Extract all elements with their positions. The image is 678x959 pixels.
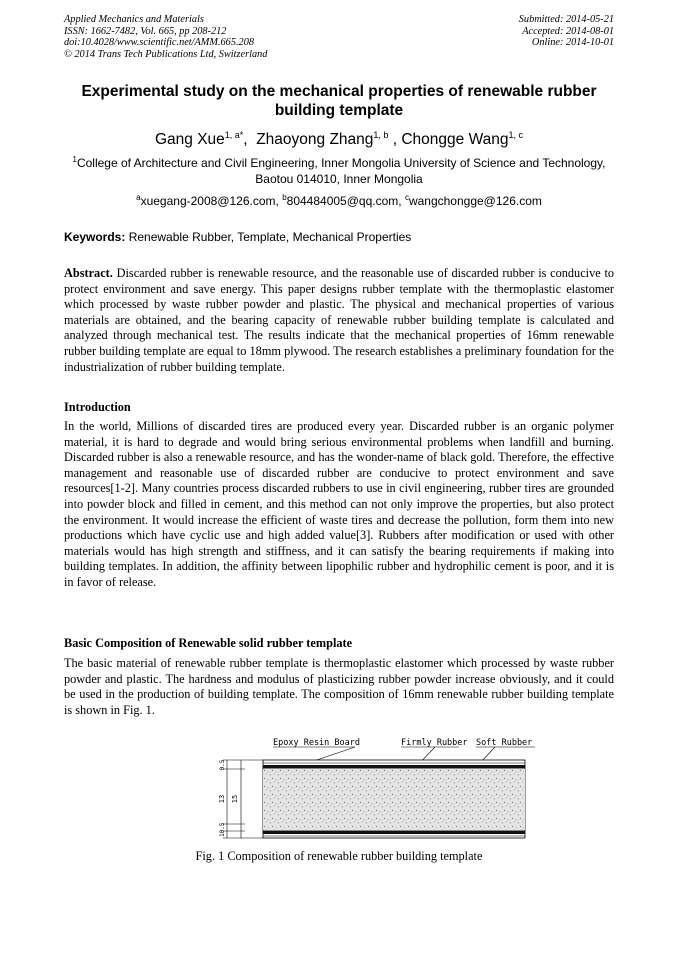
journal-doi: doi:10.4028/www.scientific.net/AMM.665.208: [64, 37, 254, 49]
basic-composition-paragraph: The basic material of renewable rubber template is thermoplastic elastomer which processed by waste rubber powder and plastic. The hardness and modulus of plasticizing rubber powder increase obviously, and it could be used in the production of building template. The composition of 16mm renewable rubber building template is shown in Fig. 1.: [64, 656, 614, 717]
accepted-date: Accepted: 2014-08-01: [522, 25, 614, 37]
submission-dates: [519, 14, 614, 49]
dim-bottom2: 1: [219, 833, 226, 837]
label-firmly-rubber: Firmly Rubber: [401, 738, 468, 748]
submitted-date: Submitted: 2014-05-21: [518, 14, 614, 25]
affiliation-mark: 1: [72, 155, 77, 164]
journal-info: [64, 14, 267, 60]
label-soft-rubber: Soft Rubber: [476, 738, 533, 748]
author-name: Gang Xue: [154, 131, 225, 148]
keywords-text: Renewable Rubber, Template, Mechanical Properties: [128, 230, 412, 244]
figure-caption: Fig. 1 Composition of renewable rubber building template: [195, 849, 483, 863]
epoxy-layer-bottom: [263, 831, 525, 835]
abstract-label: Abstract.: [64, 266, 113, 280]
epoxy-layer-top: [263, 765, 525, 769]
affiliation: [60, 155, 618, 187]
section-heading-introduction: Introduction: [64, 400, 131, 414]
journal-copyright: © 2014 Trans Tech Publications Ltd, Switzerland: [64, 48, 268, 60]
affiliation-text: College of Architecture and Civil Engineering, Inner Mongolia University of Science and Technology, Baotou 014010, Inner Mongolia: [76, 156, 606, 186]
author-affil-mark: 1, b: [373, 130, 389, 140]
introduction-paragraph: In the world, Millions of discarded tires are produced every year. Discarded rubber is an organic polymer material, it is hard to degrade and would bring serious environmental problems when landfill and burning. Discarded rubber is also a renewable resource, and has the wonder-name of black gold. Therefore, the effective management and reasonable use of discarded rubber are conducive to protect environment and save resources[1-2]. Many countries process discarded rubbers to use in civil engineering, rubber tires are grounded into powder block and filled in cement, and this method can not only improve the properties, but also protect the environment. It would increase the efficient of waste tires and decrease the pollution, form them into new productions which have cyclic use and high added value[3]. Rubbers after modification or used with other materials would has high strength and stiffness, and it can satisfy the bearing requirements if making into building templates. In addition, the affinity between lipophilic rubber and hydrophilic cement is poor, and it is in favor of release.: [64, 419, 614, 589]
firmly-rubber-core: [263, 769, 525, 830]
journal-name: Applied Mechanics and Materials: [64, 14, 204, 25]
paper-title: Experimental study on the mechanical properties of renewable rubber building template: [81, 83, 597, 119]
dim-top: 0.5: [219, 759, 226, 771]
section-heading-basic-composition: Basic Composition of Renewable solid rubber template: [64, 636, 353, 650]
email-mark: b: [282, 193, 287, 202]
email-mark: a: [136, 193, 141, 202]
keywords: [64, 229, 411, 245]
author-name: Zhaoyong Zhang: [256, 131, 374, 148]
author-affil-mark: 1, c: [508, 130, 524, 140]
journal-issn: ISSN: 1662-7482, Vol. 665, pp 208-212: [64, 25, 227, 37]
keywords-label: Keywords:: [64, 230, 126, 244]
email-link[interactable]: xuegang-2008@126.com: [140, 194, 276, 208]
author-emails: $^a$xuegang-2008@126.com, $^b$804484005@qq.com, $^c$wangchongge@126.com: [136, 193, 542, 208]
email-link[interactable]: 804484005@qq.com: [286, 194, 399, 208]
author-affil-mark: 1, a*: [224, 130, 244, 140]
abstract: [64, 266, 614, 375]
dim-bottom: 0.5: [219, 822, 226, 834]
email-mark: c: [404, 193, 409, 202]
dim-total: 15: [231, 794, 239, 804]
abstract-text: Discarded rubber is renewable resource, and the reasonable use of discarded rubber is conducive to protect environment and save energy. This paper designs rubber template with the thermoplastic elastomer which processed by waste rubber powder and plastic. The physical and mechanical properties of various materials are obtained, and the bearing capacity of renewable rubber building template is calculated and analyzed through mechanical test. The results indicate that the mechanical properties of 16mm renewable rubber building template are equal to 18mm plywood. The research establishes a preliminary foundation for the industrialization of rubber building template.: [64, 266, 615, 374]
email-link[interactable]: wangchongge@126.com: [408, 194, 542, 208]
author-line: Gang Xue$^{1, a*}$, Zhaoyong Zhang$^{1, b}$ , Chongge Wang$^{1, c}$: [154, 130, 524, 148]
composition-figure: [205, 733, 540, 843]
online-date: Online: 2014-10-01: [531, 37, 614, 49]
dim-middle: 13: [218, 794, 226, 804]
author-name: Chongge Wang: [401, 131, 509, 148]
label-epoxy-resin-board: Epoxy Resin Board: [273, 738, 360, 748]
